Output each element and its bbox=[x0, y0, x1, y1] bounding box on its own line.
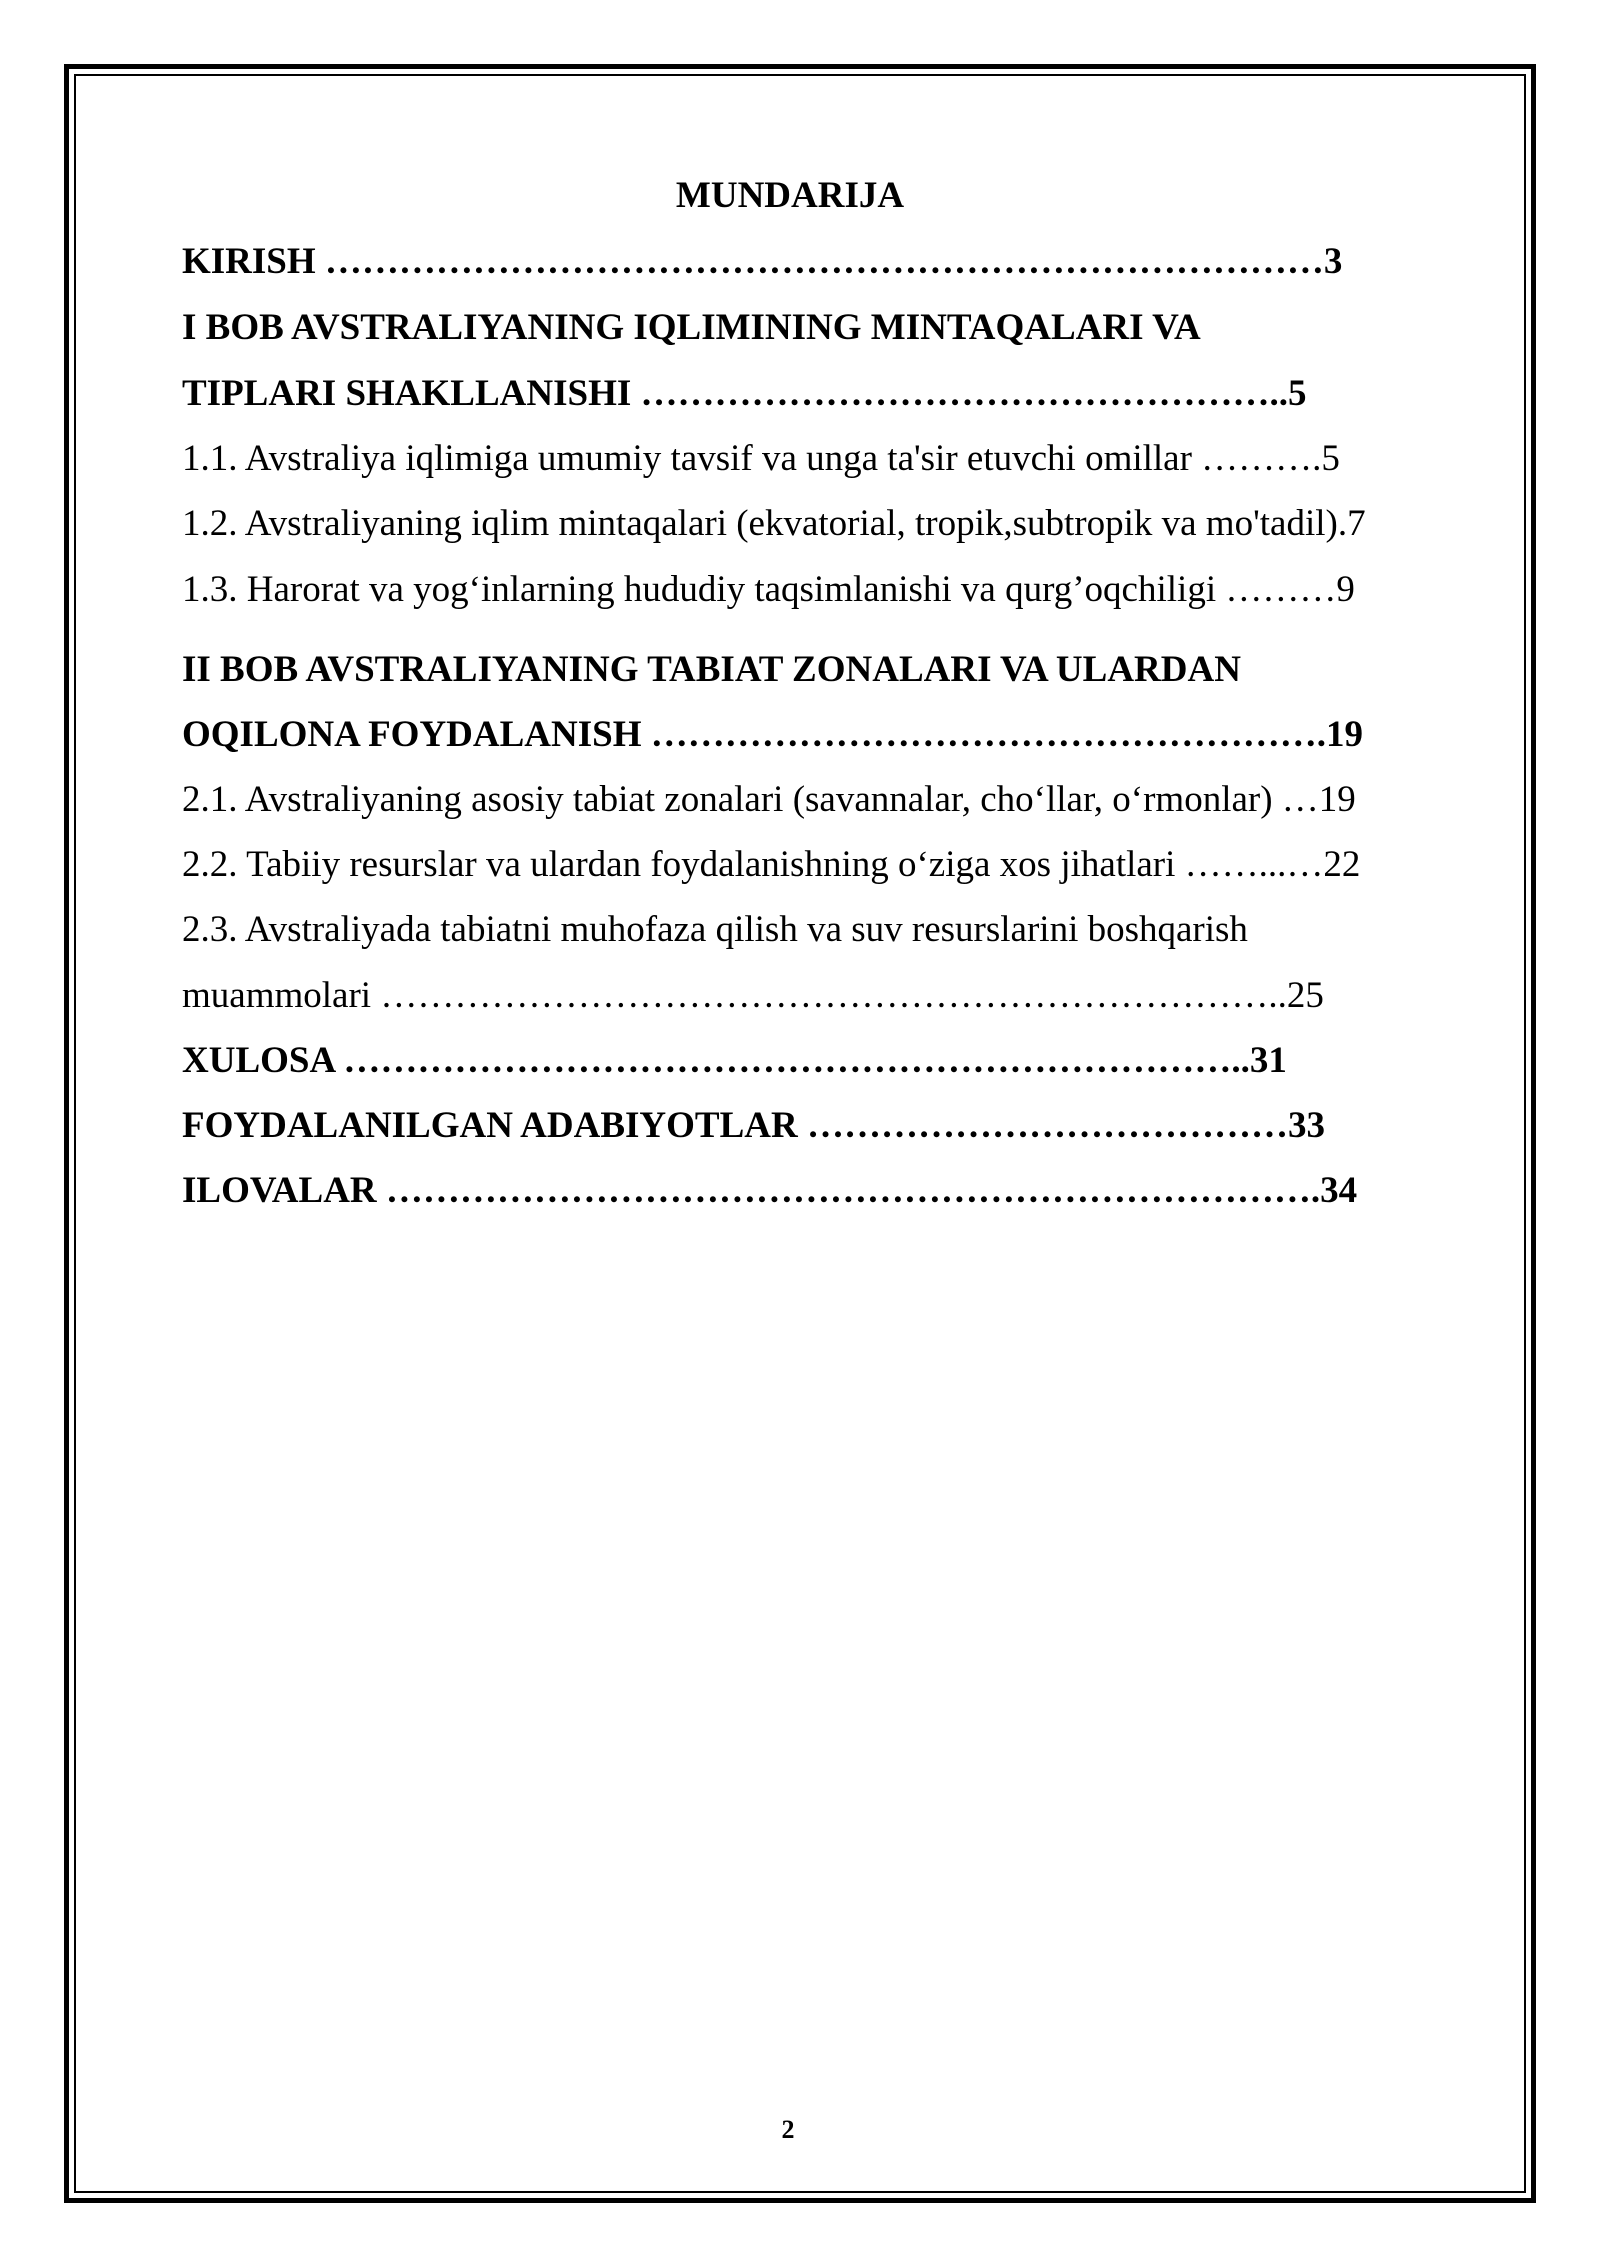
toc-entry-section-1-2: 1.2. Avstraliyaning iqlim mintaqalari (ekvatorial, tropik,subtropik va mo'tadil).7 bbox=[182, 503, 1366, 544]
toc-entry-chapter-1-line-1: I BOB AVSTRALIYANING IQLIMINING MINTAQALARI VA bbox=[182, 307, 1201, 348]
toc-entry-kirish: KIRISH ………………………………………………………………………3 bbox=[182, 241, 1343, 282]
toc-entry-chapter-2-line-2: OQILONA FOYDALANISH ……………………………………………….19 bbox=[182, 714, 1363, 755]
toc-entry-section-1-3: 1.3. Harorat va yog‘inlarning hududiy taqsimlanishi va qurg’oqchiligi ………9 bbox=[182, 569, 1355, 610]
toc-entry-chapter-1-line-2: TIPLARI SHAKLLANISHI ……………………………………………..5 bbox=[182, 373, 1307, 414]
toc-entry-section-2-1: 2.1. Avstraliyaning asosiy tabiat zonalari (savannalar, cho‘llar, o‘rmonlar) …19 bbox=[182, 779, 1356, 820]
page-number: 2 bbox=[781, 2115, 795, 2144]
toc-entry-section-2-2: 2.2. Tabiiy resurslar va ulardan foydalanishning o‘ziga xos jihatlari ……...…22 bbox=[182, 844, 1361, 885]
toc-entry-section-2-3-line-2: muammolari ………………………………………………………………..25 bbox=[182, 975, 1324, 1016]
page-title: MUNDARIJA bbox=[675, 175, 905, 216]
toc-entry-chapter-2-line-1: II BOB AVSTRALIYANING TABIAT ZONALARI VA ULARDAN bbox=[182, 649, 1241, 690]
toc-entry-section-2-3-line-1: 2.3. Avstraliyada tabiatni muhofaza qilish va suv resurslarini boshqarish bbox=[182, 909, 1248, 950]
toc-entry-adabiyotlar: FOYDALANILGAN ADABIYOTLAR …………………………………33 bbox=[182, 1105, 1325, 1146]
toc-entry-ilovalar: ILOVALAR ………………………………………………………………….34 bbox=[182, 1170, 1358, 1211]
toc-entry-xulosa: XULOSA ………………………………………………………………..31 bbox=[182, 1040, 1287, 1081]
toc-entry-section-1-1: 1.1. Avstraliya iqlimiga umumiy tavsif va unga ta'sir etuvchi omillar ……….5 bbox=[182, 438, 1340, 479]
